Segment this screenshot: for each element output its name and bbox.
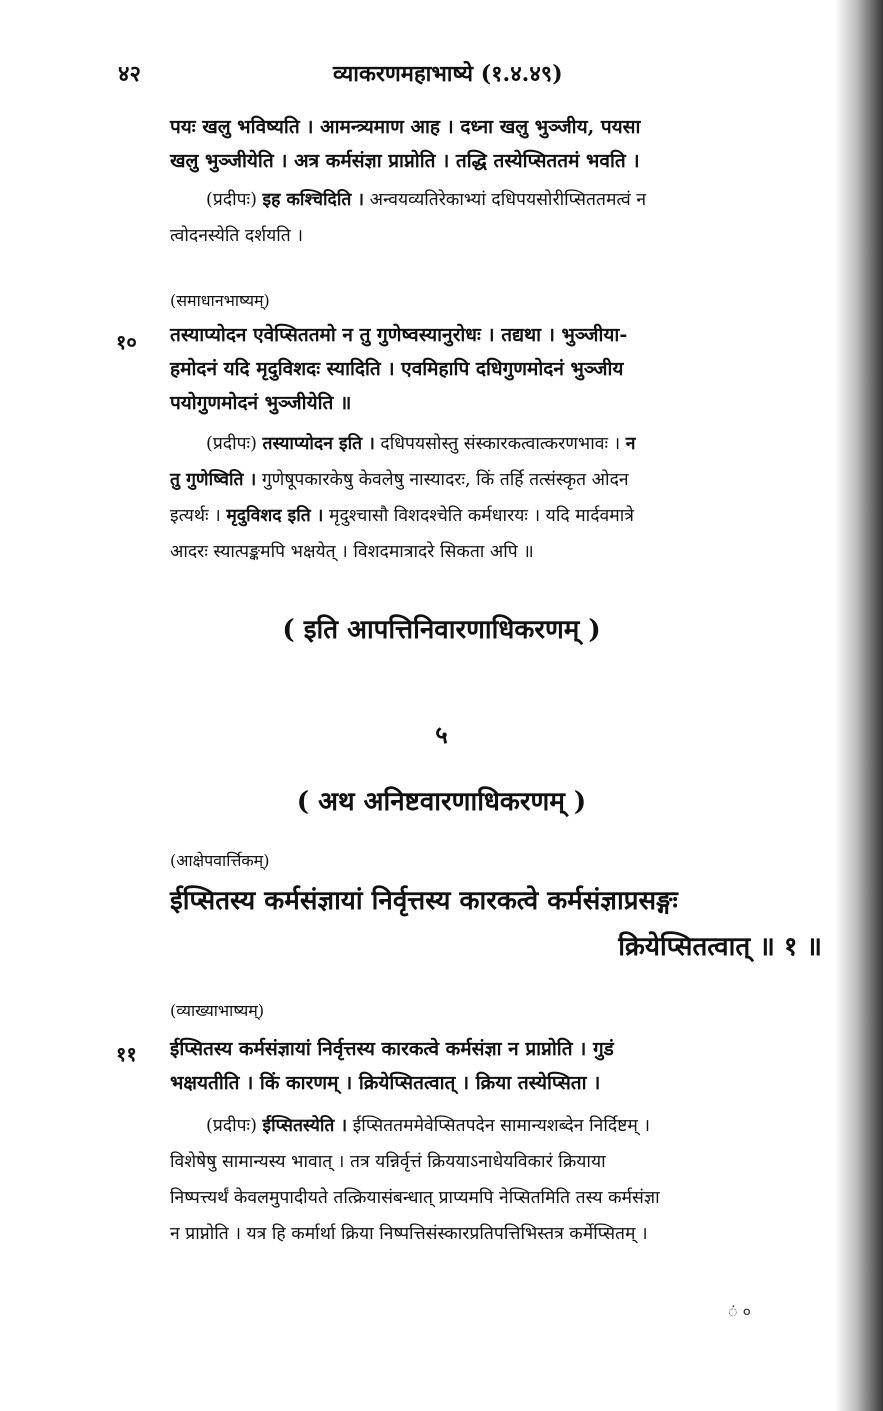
- pradipa-headword: तु गुणेष्विति ।: [170, 470, 257, 490]
- vartika-line: क्रियेप्सितत्वात् ॥ १ ॥: [618, 932, 822, 962]
- text-span: अन्वयव्यतिरेकाभ्यां दधिपयसोरीप्सिततमत्वं न: [369, 190, 647, 210]
- page-number: ४२: [118, 61, 141, 87]
- scanned-page-edge: [835, 0, 883, 1411]
- section-end-title: ( इति आपत्तिनिवारणाधिकरणम् ): [282, 615, 601, 645]
- bhashya-paragraph-1: [170, 110, 822, 178]
- pradipa-headword: ईप्सितस्येति ।: [262, 1116, 348, 1136]
- vartika-line: ईप्सितस्य कर्मसंज्ञायां निर्वृत्तस्य कारकत्वे कर्मसंज्ञाप्रसङ्गः: [170, 886, 678, 916]
- page-header: [118, 58, 818, 92]
- section-start-title: ( अथ अनिष्टवारणाधिकरणम् ): [296, 787, 587, 817]
- text-line: पयः खलु भविष्यति । आमन्त्र्यमाण आह । दध्ना खलु भुञ्जीय, पयसा: [170, 116, 641, 138]
- text-line: खलु भुञ्जीयेति । अत्र कर्मसंज्ञा प्राप्नोति । तद्धि तस्येप्सिततमं भवति ।: [170, 150, 640, 172]
- vyakhya-label: (व्याख्याभाष्यम्): [170, 1001, 265, 1020]
- text-line: [170, 182, 822, 218]
- pradipa-paragraph-3: [170, 1108, 822, 1252]
- pradipa-label: (प्रदीपः): [206, 1116, 257, 1136]
- text-line: [170, 462, 822, 498]
- text-line: न प्राप्नोति । यत्र हि कर्मार्था क्रिया निष्पत्तिसंस्कारप्रतिपत्तिभिस्तत्र कर्मेप्सितम् ।: [170, 1224, 648, 1244]
- text-line: त्वोदनस्येति दर्शयति ।: [170, 226, 303, 246]
- text-line: हमोदनं यदि मृदुविशदः स्यादिति । एवमिहापि दधिगुणमोदनं भुञ्जीय: [170, 358, 624, 380]
- section-number: ५: [435, 720, 448, 749]
- pradipa-headword: तस्याप्योदन इति ।: [262, 434, 375, 454]
- text-line: पयोगुणमोदनं भुञ्जीयेति ॥: [170, 392, 352, 414]
- samadhana-label: (समाधानभाष्यम्): [170, 291, 270, 310]
- text-line: तस्याप्योदन एवेप्सिततमो न तु गुणेष्वस्यानुरोधः । तद्यथा । भुञ्जीया-: [170, 324, 628, 346]
- pradipa-label: (प्रदीपः): [206, 190, 257, 210]
- text-line: आदरः स्यात्पङ्कमपि भक्षयेत् । विशदमात्रादरे सिकता अपि ॥: [170, 542, 534, 562]
- text-span: मृदुश्चासौ विशदश्चेति कर्मधारयः । यदि मार्दवमात्रे: [329, 506, 634, 526]
- text-line: [170, 1108, 822, 1144]
- text-line: [170, 426, 822, 462]
- text-span: दधिपयसोस्तु संस्कारकत्वात्करणभावः ।: [380, 434, 621, 454]
- pradipa-paragraph-2: [170, 426, 822, 570]
- text-line: भक्षयतीति । किं कारणम् । क्रियेप्सितत्वात् । क्रिया तस्येप्सिता ।: [170, 1072, 601, 1094]
- akshepa-label: (आक्षेपवार्त्तिकम्): [170, 851, 270, 870]
- text-span: न: [625, 434, 636, 454]
- text-span: ईप्सिततममेवेप्सितपदेन सामान्यशब्देन निर्दिष्टम् ।: [352, 1116, 651, 1136]
- pradipa-headword: मृदुविशद इति ।: [226, 506, 324, 526]
- text-line: निष्पत्त्यर्थं केवलमुपादीयते तत्क्रियासंबन्धात् प्राप्यमपि नेप्सितमिति तस्य कर्मसंज्ञा: [170, 1188, 660, 1208]
- margin-number: ११: [116, 1042, 137, 1066]
- vyakhya-paragraph: [170, 1032, 822, 1100]
- samadhana-paragraph: [170, 318, 822, 420]
- bottom-marks: ं ०: [728, 1302, 751, 1321]
- vartika: [170, 878, 822, 970]
- text-line: ईप्सितस्य कर्मसंज्ञायां निर्वृत्तस्य कारकत्वे कर्मसंज्ञा न प्राप्नोति । गुडं: [170, 1038, 614, 1060]
- pradipa-headword: इह कश्चिदिति ।: [262, 190, 365, 210]
- margin-number: १०: [116, 330, 137, 354]
- running-head: व्याकरणमहाभाष्ये (१.४.४९): [333, 61, 563, 87]
- pradipa-paragraph-1: [170, 182, 822, 254]
- text-line: विशेषेषु सामान्यस्य भावात् । तत्र यन्निर्वृत्तं क्रिययाऽनाधेयविकारं क्रियाया: [170, 1152, 606, 1172]
- text-span: इत्यर्थः ।: [170, 506, 221, 526]
- text-line: [170, 498, 822, 534]
- pradipa-label: (प्रदीपः): [206, 434, 257, 454]
- text-span: गुणेषूपकारकेषु केवलेषु नास्यादरः, किं तर्हि तत्संस्कृत ओदन: [261, 470, 629, 490]
